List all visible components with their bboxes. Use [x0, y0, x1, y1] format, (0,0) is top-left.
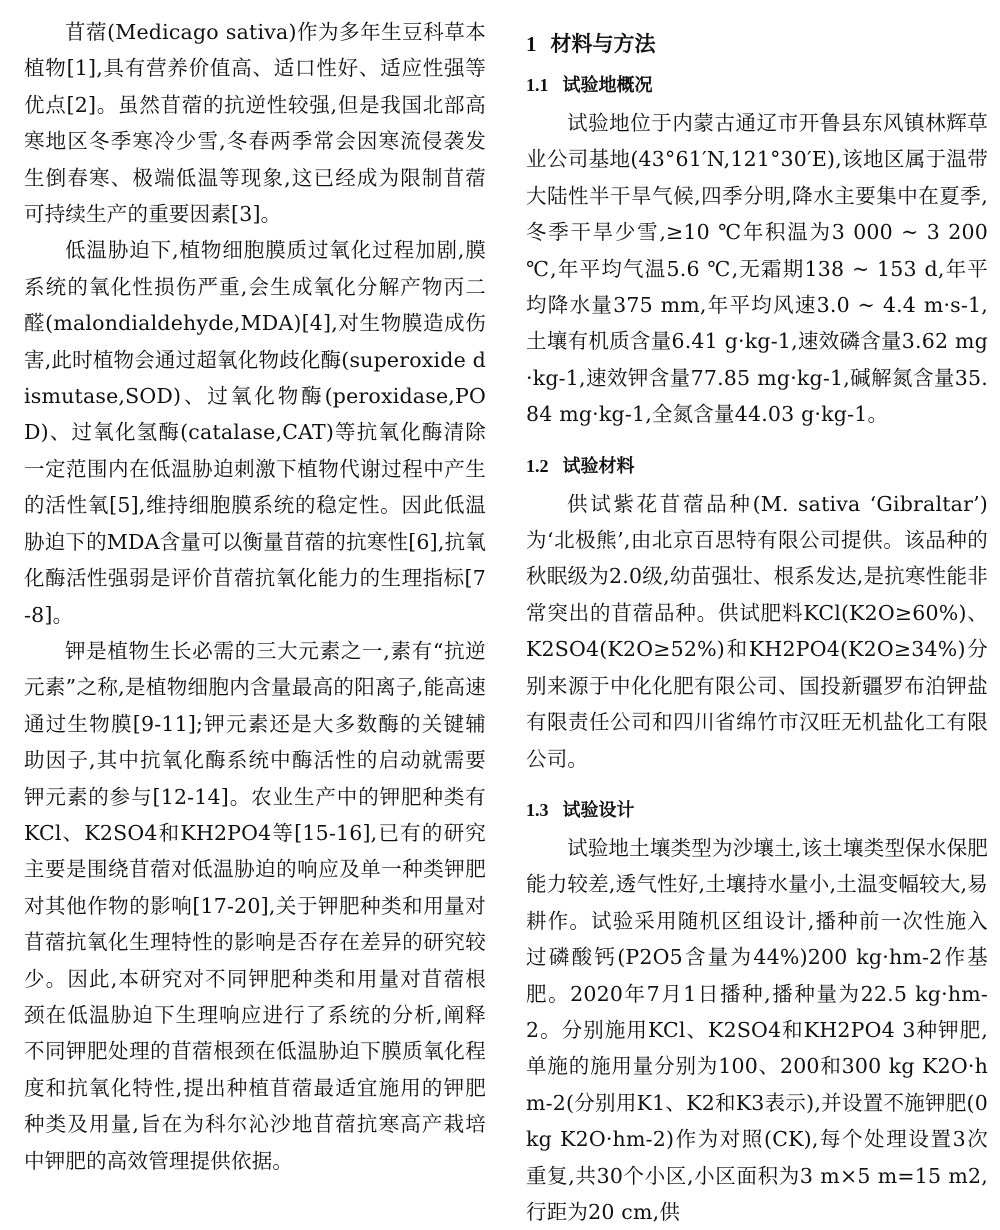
subsection-number: 1.1 [526, 75, 549, 95]
intro-paragraph-1: 苜蓿(Medicago sativa)作为多年生豆科草本植物[1],具有营养价值高、适口性好、适应性强等优点[2]。虽然苜蓿的抗逆性较强,但是我国北部高寒地区冬季寒冷少雪,冬春两季常会因寒流侵袭发生倒春寒、极端低温等现象,这已经成为限制苜蓿可持续生产的重要因素[3]。 [24, 20, 486, 227]
section-number: 1 [526, 32, 537, 56]
subsection-paragraph-1-2: 供试紫花苜蓿品种(M. sativa ‘Gibraltar’)为‘北极熊’,由北京百思特有限公司提供。该品种的秋眠级为2.0级,幼苗强壮、根系发达,是抗寒性能非常突出的苜蓿品种。供试肥料KCl(K2O≥60%)、K2SO4(K2O≥52%)和KH2PO4(K2O≥34%)分别来源于中化化肥有限公司、国投新疆罗布泊钾盐有限责任公司和四川省绵竹市汉旺无机盐化工有限公司。 [526, 491, 988, 771]
subsection-paragraph-1-3: 试验地土壤类型为沙壤土,该土壤类型保水保肥能力较差,透气性好,土壤持水量小,土温变幅较大,易耕作。试验采用随机区组设计,播种前一次性施入过磷酸钙(P2O5含量为44%)200 kg·hm-2作基肥。2020年7月1日播种,播种量为22.5 kg·hm-2。分别施用KCl、K2SO4和KH2PO4 3种钾肥,单施的施用量分别为100、200和300 kg K2O·hm-2(分别用K1、K2和K3表示),并设置不施钾肥(0 kg K2O·hm-2)作为对照(CK),每个处理设置3次重复,共30个小区,小区面积为3 m×5 m=15 m2,行距为20 cm,供 [526, 835, 988, 1224]
subsection-paragraph-1-1: 试验地位于内蒙古通辽市开鲁县东风镇林辉草业公司基地(43°61′N,121°30′E),该地区属于温带大陆性半干旱气候,四季分明,降水主要集中在夏季,冬季干旱少雪,≥10 ℃年积温为3 000 ~ 3 200 ℃,年平均气温5.6 ℃,无霜期138 ~ 153 d,年平均降水量375 mm,年平均风速3.0 ~ 4.4 m·s-1,土壤有机质含量6.41 g·kg-1,速效磷含量3.62 mg·kg-1,速效钾含量77.85 mg·kg-1,碱解氮含量35.84 mg·kg-1,全氮含量44.03 g·kg-1。 [526, 111, 988, 427]
section-heading [526, 26, 988, 62]
subsection-title: 试验材料 [562, 455, 635, 477]
section-title: 材料与方法 [550, 32, 656, 56]
subsection-number: 1.2 [526, 455, 549, 476]
subsection-title: 试验设计 [562, 799, 635, 821]
subsection-title: 试验地概况 [562, 75, 653, 96]
left-column [24, 14, 486, 1179]
subsection-number: 1.3 [526, 799, 549, 820]
subsection-heading-1-2 [526, 449, 988, 484]
intro-paragraph-2: 低温胁迫下,植物细胞膜质过氧化过程加剧,膜系统的氧化性损伤严重,会生成氧化分解产物丙二醛(malondialdehyde,MDA)[4],对生物膜造成伤害,此时植物会通过超氧化物歧化酶(superoxide dismutase,SOD)、过氧化物酶(peroxidase,POD)、过氧化氢酶(catalase,CAT)等抗氧化酶清除一定范围内在低温胁迫刺激下植物代谢过程中产生的活性氧[5],维持细胞膜系统的稳定性。因此低温胁迫下的MDA含量可以衡量苜蓿的抗寒性[6],抗氧化酶活性强弱是评价苜蓿抗氧化能力的生理指标[7-8]。 [24, 238, 486, 627]
right-column [526, 14, 988, 1230]
subsection-heading-1-3 [526, 793, 988, 828]
subsection-heading-1-1 [526, 68, 988, 103]
intro-paragraph-3: 钾是植物生长必需的三大元素之一,素有“抗逆元素”之称,是植物细胞内含量最高的阳离子,能高速通过生物膜[9-11];钾元素还是大多数酶的关键辅助因子,其中抗氧化酶系统中酶活性的启动就需要钾元素的参与[12-14]。农业生产中的钾肥种类有KCl、K2SO4和KH2PO4等[15-16],已有的研究主要是围绕苜蓿对低温胁迫的响应及单一种类钾肥对其他作物的影响[17-20],关于钾肥种类和用量对苜蓿抗氧化生理特性的影响是否存在差异的研究较少。因此,本研究对不同钾肥种类和用量对苜蓿根颈在低温胁迫下生理响应进行了系统的分析,阐释不同钾肥处理的苜蓿根颈在低温胁迫下膜质氧化程度和抗氧化特性,提出种植苜蓿最适宜施用的钾肥种类及用量,旨在为科尔沁沙地苜蓿抗寒高产栽培中钾肥的高效管理提供依据。 [24, 638, 486, 1173]
